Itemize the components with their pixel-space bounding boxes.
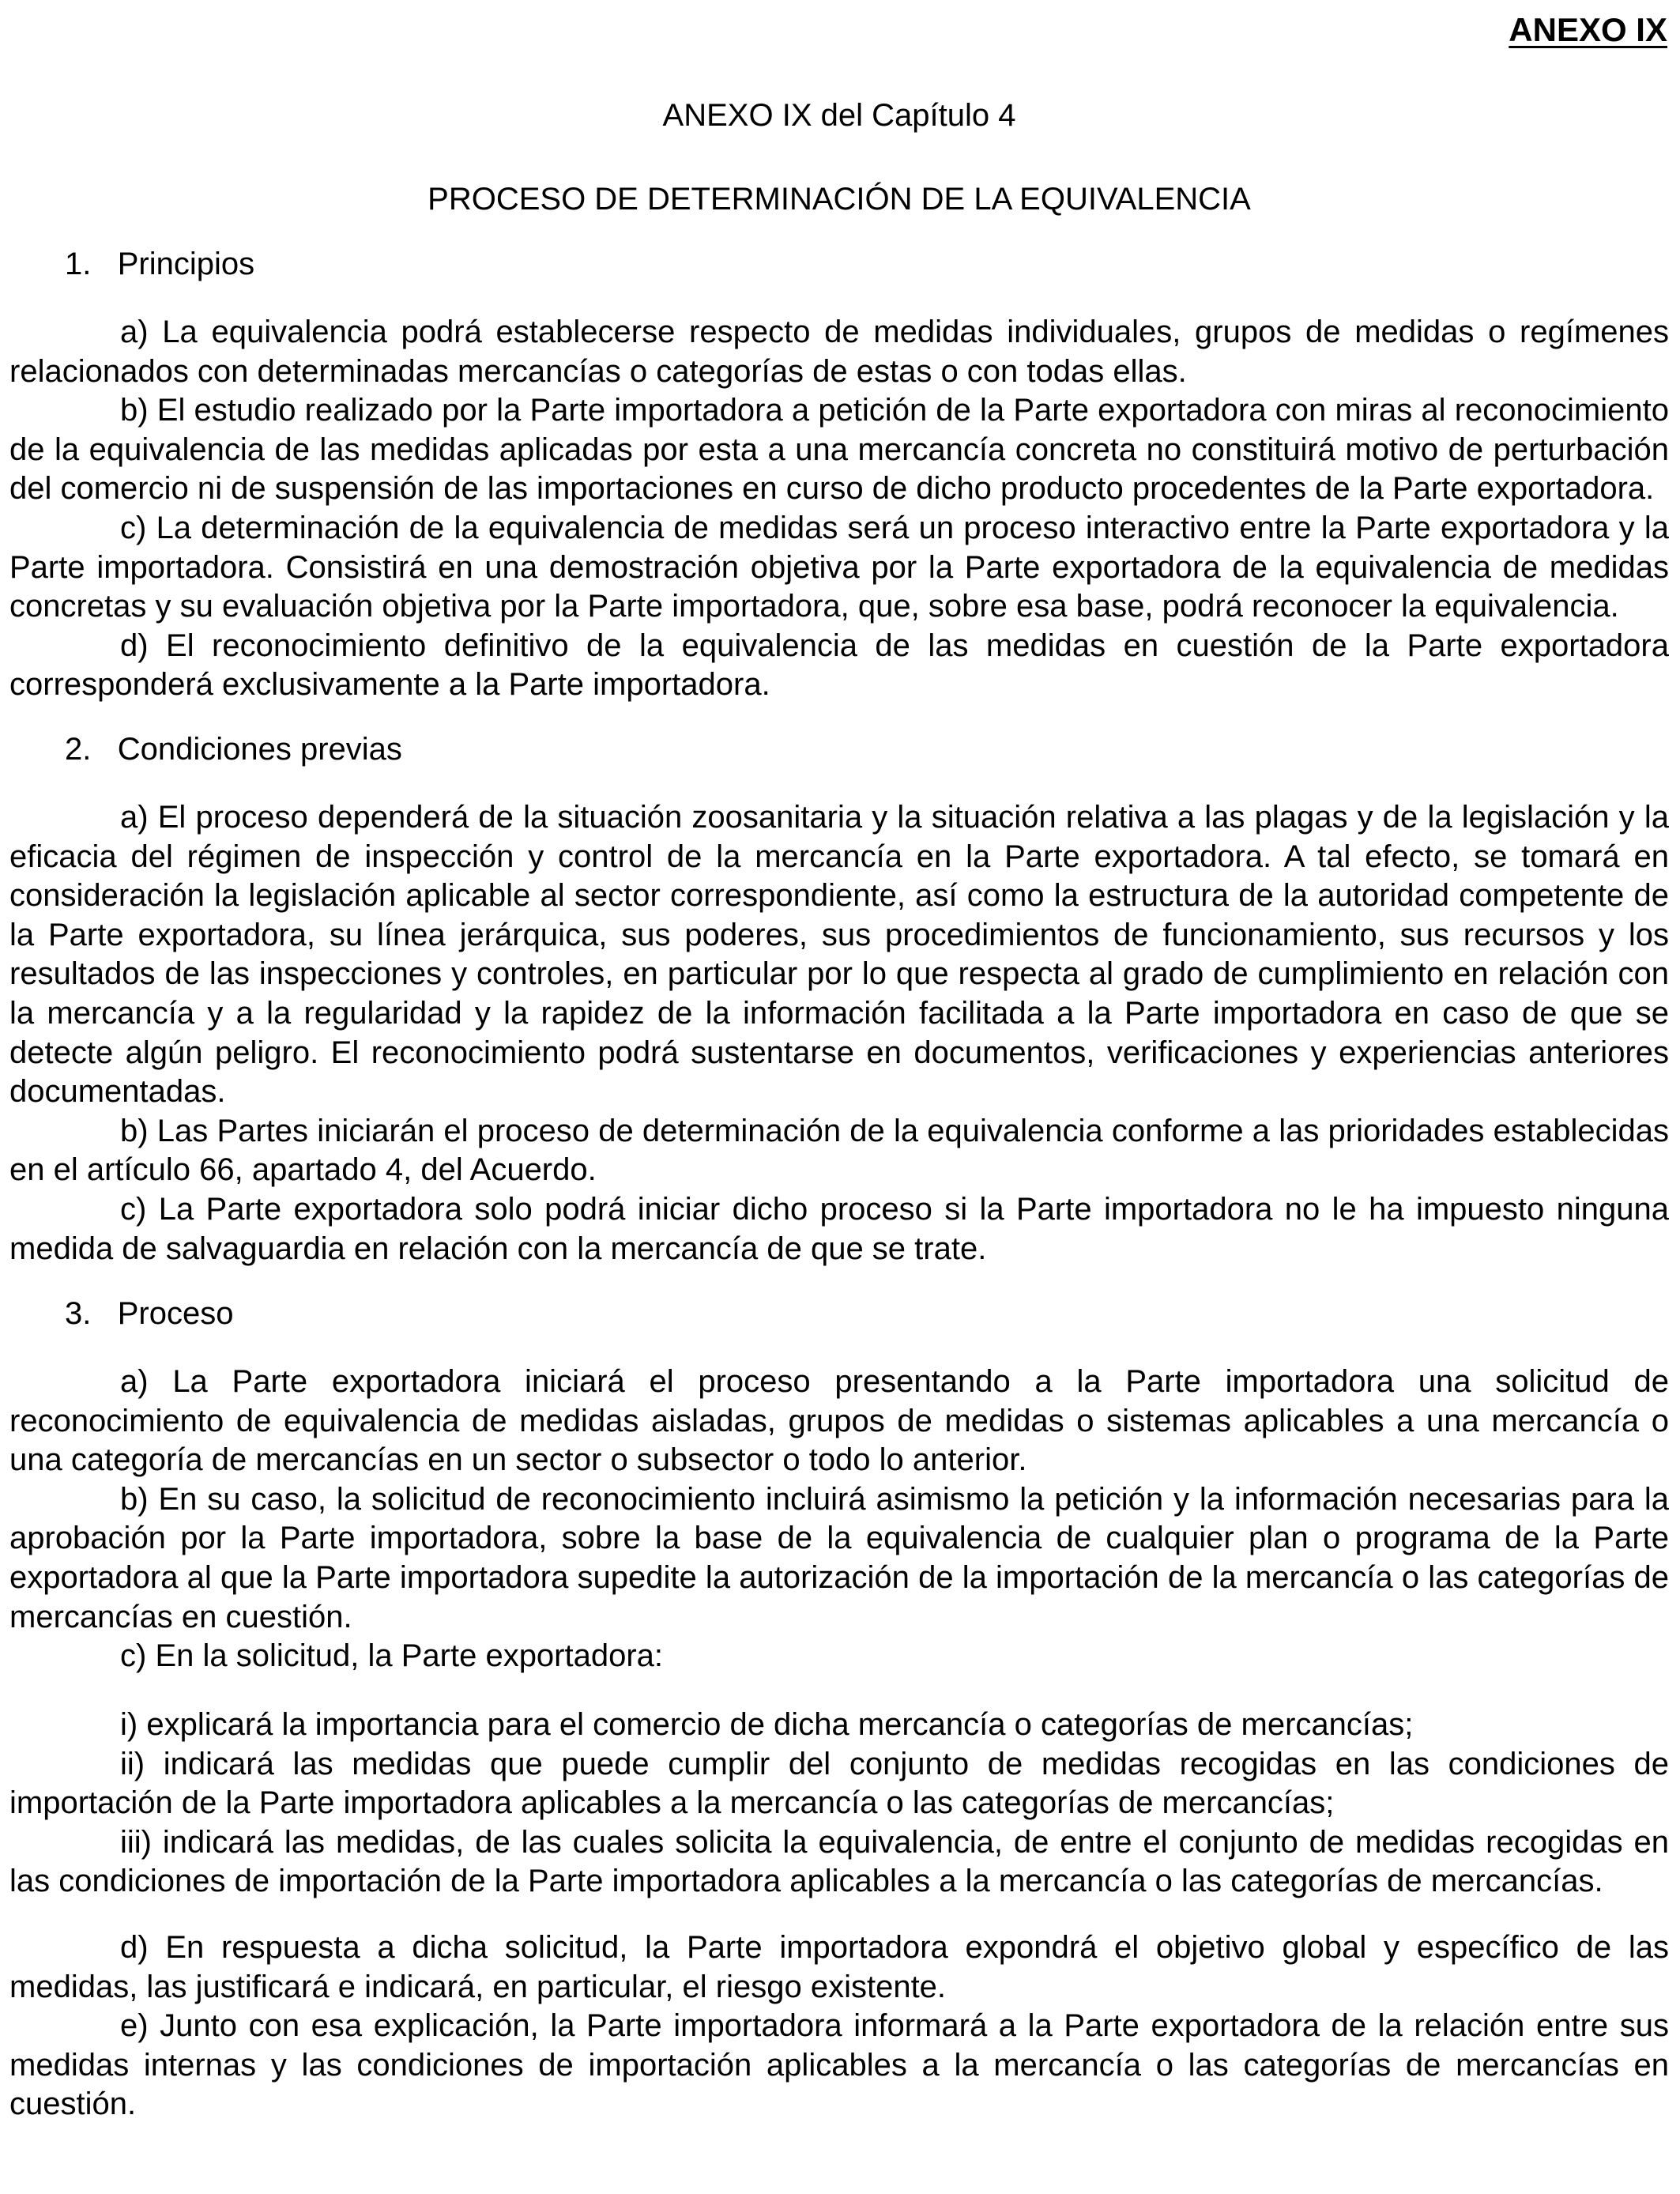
paragraph bbox=[9, 2007, 1669, 2124]
paragraph-label: b) bbox=[120, 393, 149, 428]
paragraph-text: La determinación de la equivalencia de medidas será un proceso interactivo entre la Parte exportadora y la Parte importadora. Consistirá en una demostración objetiva por la Parte exportadora de la equivalencia de medidas concretas y su evaluación objetiva por la Parte importadora, que, sobre esa base, podrá reconocer la equivalencia. bbox=[9, 510, 1669, 624]
paragraph-text: Las Partes iniciarán el proceso de determinación de la equivalencia conforme a las prioridades establecidas en el artículo 66, apartado 4, del Acuerdo. bbox=[9, 1113, 1669, 1188]
sub-item bbox=[9, 1745, 1669, 1823]
sub-item-text: indicará las medidas que puede cumplir del conjunto de medidas recogidas en las condiciones de importación de la Parte importadora aplicables a la mercancía o las categorías de mercancías; bbox=[9, 1746, 1669, 1821]
sub-item-label: i) bbox=[120, 1707, 138, 1742]
paragraph-label: a) bbox=[120, 800, 149, 835]
paragraph bbox=[9, 1928, 1669, 2007]
paragraph bbox=[9, 1480, 1669, 1637]
paragraph-text: En la solicitud, la Parte exportadora: bbox=[155, 1638, 664, 1674]
paragraph-label: c) bbox=[120, 1191, 147, 1227]
paragraph-label: b) bbox=[120, 1113, 149, 1148]
paragraph-label: a) bbox=[120, 1364, 149, 1399]
sub-item-label: iii) bbox=[120, 1824, 152, 1860]
paragraph-label: d) bbox=[120, 628, 149, 663]
paragraph-label: e) bbox=[120, 2008, 149, 2044]
document-subtitle: PROCESO DE DETERMINACIÓN DE LA EQUIVALENCIA bbox=[428, 182, 1251, 217]
sub-item bbox=[9, 1706, 1669, 1745]
paragraph bbox=[9, 509, 1669, 627]
section-heading-condiciones: 2. Condiciones previas bbox=[65, 732, 402, 767]
section-condiciones-body bbox=[9, 798, 1669, 1269]
paragraph bbox=[9, 627, 1669, 705]
paragraph-text: El reconocimiento definitivo de la equivalencia de las medidas en cuestión de la Parte exportadora corresponderá exclusivamente a la Parte importadora. bbox=[9, 628, 1669, 703]
paragraph-text: En respuesta a dicha solicitud, la Parte importadora expondrá el objetivo global y específico de las medidas, las justificará e indicará, en particular, el riesgo existente. bbox=[9, 1930, 1669, 2004]
paragraph bbox=[9, 1637, 1669, 1676]
paragraph-label: b) bbox=[120, 1481, 149, 1517]
paragraph bbox=[9, 313, 1669, 391]
paragraph-text: El estudio realizado por la Parte importadora a petición de la Parte exportadora con miras al reconocimiento de la equivalencia de las medidas aplicadas por esta a una mercancía concreta no constituirá motivo de perturbación del comercio ni de suspensión de las importaciones en curso de dicho producto procedentes de la Parte exportadora. bbox=[9, 393, 1669, 507]
paragraph-label: a) bbox=[120, 315, 149, 349]
paragraph bbox=[9, 1363, 1669, 1480]
paragraph-text: El proceso dependerá de la situación zoosanitaria y la situación relativa a las plagas y de la legislación y la eficacia del régimen de inspección y control de la mercancía en la Parte exportadora. A tal efecto, se tomará en consideración la legislación aplicable al sector correspondiente, así como la estructura de la autoridad competente de la Parte exportadora, su línea jerárquica, sus poderes, sus procedimientos de funcionamiento, sus recursos y los resultados de las inspecciones y controles, en particular por lo que respecta al grado de cumplimiento en relación con la mercancía y a la regularidad y la rapidez de la información facilitada a la Parte importadora en caso de que se detecte algún peligro. El reconocimiento podrá sustentarse en documentos, verificaciones y experiencias anteriores documentadas. bbox=[9, 800, 1669, 1110]
section-heading-principios: 1. Principios bbox=[65, 247, 255, 281]
section-proceso-body bbox=[9, 1363, 1669, 1676]
paragraph-text: Junto con esa explicación, la Parte importadora informará a la Parte exportadora de la relación entre sus medidas internas y las condiciones de importación aplicables a la mercancía o las categorías de mercancías en cuestión. bbox=[9, 2008, 1669, 2122]
paragraph-text: La equivalencia podrá establecerse respecto de medidas individuales, grupos de medidas o regímenes relacionados con determinadas mercancías o categorías de estas o con todas ellas. bbox=[9, 315, 1669, 389]
paragraph-text: La Parte exportadora iniciará el proceso presentando a la Parte importadora una solicitud de reconocimiento de equivalencia de medidas aisladas, grupos de medidas o sistemas aplicables a una mercancía o una categoría de mercancías en un sector o subsector o todo lo anterior. bbox=[9, 1364, 1669, 1478]
section-proceso-closing bbox=[9, 1928, 1669, 2124]
paragraph-label: c) bbox=[120, 1638, 147, 1674]
sub-item-text: explicará la importancia para el comercio de dicha mercancía o categorías de mercancías; bbox=[146, 1707, 1414, 1742]
section-principios-body bbox=[9, 313, 1669, 705]
paragraph bbox=[9, 391, 1669, 509]
annex-tag: ANEXO IX bbox=[1509, 11, 1667, 48]
paragraph bbox=[9, 1190, 1669, 1269]
sub-item-text: indicará las medidas, de las cuales solicita la equivalencia, de entre el conjunto de medidas recogidas en las condiciones de importación de la Parte importadora aplicables a la mercancía o las categorías de mercancías. bbox=[9, 1824, 1669, 1899]
section-heading-proceso: 3. Proceso bbox=[65, 1296, 234, 1331]
sub-item bbox=[9, 1823, 1669, 1902]
paragraph-label: d) bbox=[120, 1930, 149, 1965]
section-proceso-subitems bbox=[9, 1706, 1669, 1902]
paragraph bbox=[9, 798, 1669, 1112]
paragraph-text: En su caso, la solicitud de reconocimiento incluirá asimismo la petición y la información necesarias para la aprobación por la Parte importadora, sobre la base de la equivalencia de cualquier plan o programa de la Parte exportadora al que la Parte importadora supedite la autorización de la importación de la mercancía o las categorías de mercancías en cuestión. bbox=[9, 1481, 1669, 1634]
paragraph-label: c) bbox=[120, 510, 147, 545]
paragraph-text: La Parte exportadora solo podrá iniciar dicho proceso si la Parte importadora no le ha impuesto ninguna medida de salvaguardia en relación con la mercancía de que se trate. bbox=[9, 1191, 1669, 1266]
sub-item-label: ii) bbox=[120, 1746, 145, 1781]
paragraph bbox=[9, 1112, 1669, 1190]
document-title: ANEXO IX del Capítulo 4 bbox=[662, 98, 1016, 133]
